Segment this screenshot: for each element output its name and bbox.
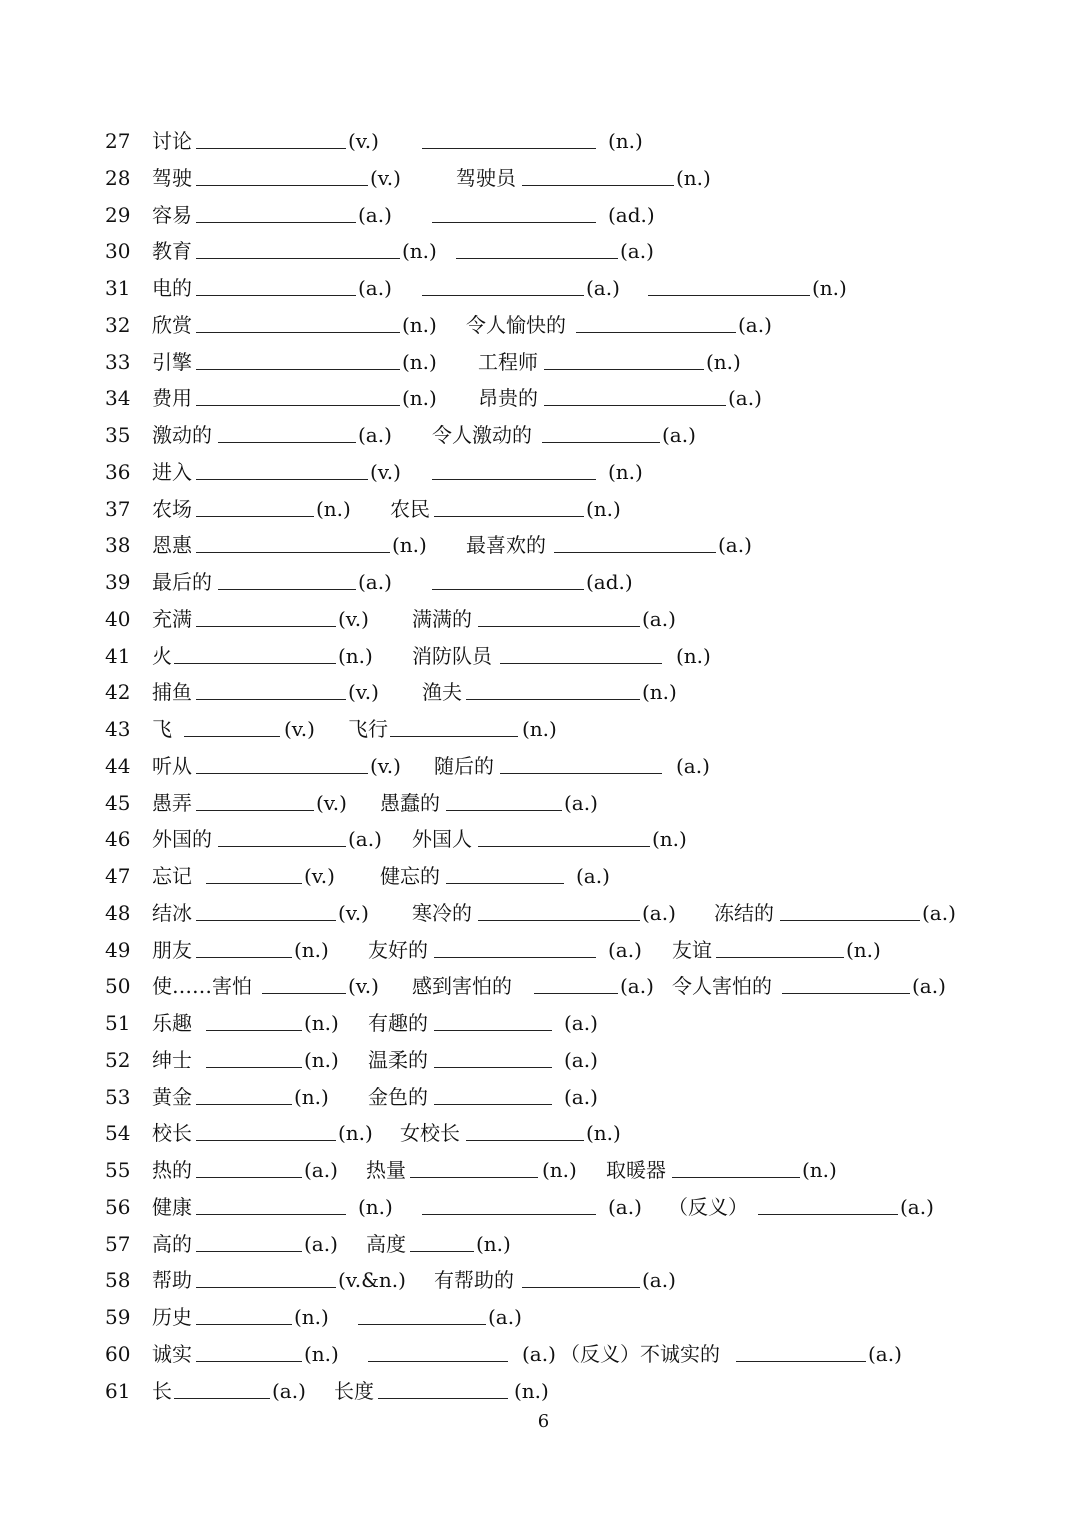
part-of-speech-label: (n.) (802, 1158, 837, 1182)
part-of-speech-label: (a.) (348, 827, 382, 852)
exercise-row (0, 530, 1087, 560)
answer-blank[interactable] (422, 273, 584, 296)
exercise-row (0, 1229, 1087, 1259)
item-number: 42 (105, 680, 131, 705)
word-prompt: 高度 (366, 1231, 406, 1256)
item-number: 31 (105, 276, 131, 300)
answer-blank[interactable] (542, 420, 660, 443)
part-of-speech-label: (a.) (358, 570, 392, 594)
answer-blank[interactable] (432, 200, 596, 223)
exercise-row (0, 1192, 1087, 1222)
item-number: 34 (105, 386, 131, 411)
exercise-row (0, 861, 1087, 891)
word-prompt: 热量 (366, 1158, 406, 1182)
exercise-row (0, 714, 1087, 744)
answer-blank[interactable] (196, 1302, 292, 1325)
answer-blank[interactable] (434, 935, 596, 958)
part-of-speech-label: (n.) (676, 165, 711, 190)
answer-blank[interactable] (196, 530, 390, 553)
part-of-speech-label: (v.) (348, 974, 379, 999)
part-of-speech-label: (a.) (586, 276, 620, 300)
item-number: 53 (105, 1084, 131, 1109)
item-number: 27 (105, 129, 131, 153)
word-prompt: 容易 (152, 202, 192, 227)
word-prompt: 驾驶员 (456, 165, 516, 190)
part-of-speech-label: (a.) (304, 1231, 338, 1256)
part-of-speech-label: (a.) (922, 900, 956, 925)
part-of-speech-label: (v.) (304, 864, 335, 888)
exercise-row (0, 494, 1087, 524)
answer-blank[interactable] (544, 347, 704, 370)
part-of-speech-label: (v.) (348, 680, 379, 705)
item-number: 45 (105, 790, 131, 815)
page-number: 6 (537, 1411, 550, 1432)
part-of-speech-label: (ad.) (608, 202, 655, 227)
part-of-speech-label: (a.) (522, 1341, 556, 1366)
word-prompt: 取暖器 (606, 1158, 666, 1182)
word-prompt: 愚蠢的 (380, 790, 440, 815)
part-of-speech-label: (v.) (370, 459, 401, 484)
answer-blank[interactable] (466, 1118, 584, 1141)
answer-blank[interactable] (196, 236, 400, 259)
word-prompt: 进入 (152, 459, 192, 484)
item-number: 38 (105, 533, 131, 558)
answer-blank[interactable] (196, 898, 336, 921)
word-prompt: 诚实 (152, 1341, 192, 1366)
part-of-speech-label: (v.) (338, 606, 369, 631)
exercise-row (0, 1082, 1087, 1112)
word-prompt: 满满的 (412, 606, 472, 631)
exercise-row (0, 347, 1087, 377)
word-prompt: 驾驶 (152, 165, 192, 190)
exercise-row (0, 1376, 1087, 1406)
part-of-speech-label: (n.) (338, 643, 373, 668)
word-prompt: 历史 (152, 1305, 192, 1329)
word-prompt: 捕鱼 (152, 680, 192, 705)
answer-blank[interactable] (218, 420, 356, 443)
exercise-row (0, 971, 1087, 1001)
answer-blank[interactable] (196, 310, 400, 333)
part-of-speech-label: (a.) (662, 423, 696, 447)
word-prompt: 黄金 (152, 1084, 192, 1109)
item-number: 41 (105, 643, 131, 668)
answer-blank[interactable] (478, 898, 640, 921)
word-prompt: 最后的 (152, 570, 212, 594)
word-prompt: 友好的 (368, 937, 428, 962)
part-of-speech-label: (n.) (402, 349, 437, 374)
answer-blank[interactable] (174, 641, 336, 664)
word-prompt: 长 (152, 1378, 172, 1403)
answer-blank[interactable] (196, 457, 368, 480)
item-number: 57 (105, 1231, 131, 1256)
part-of-speech-label: (n.) (608, 459, 643, 484)
word-prompt: 令人愉快的 (466, 312, 566, 337)
answer-blank[interactable] (196, 604, 336, 627)
part-of-speech-label: (a.) (738, 312, 772, 337)
answer-blank[interactable] (522, 163, 674, 186)
part-of-speech-label: (a.) (564, 1084, 598, 1109)
item-number: 28 (105, 165, 131, 190)
item-number: 29 (105, 202, 131, 227)
part-of-speech-label: (n.) (304, 1011, 339, 1035)
word-prompt: 火 (152, 643, 172, 668)
part-of-speech-label: (a.) (608, 1194, 642, 1219)
word-prompt: 结冰 (152, 900, 192, 925)
answer-blank[interactable] (422, 126, 596, 149)
item-number: 44 (105, 753, 131, 778)
part-of-speech-label: (n.) (392, 533, 427, 558)
exercise-row (0, 273, 1087, 303)
word-prompt: 令人害怕的 (672, 974, 772, 999)
word-prompt: 有帮助的 (434, 1268, 514, 1293)
part-of-speech-label: (n.) (642, 680, 677, 705)
part-of-speech-label: (n.) (294, 1305, 329, 1329)
item-number: 46 (105, 827, 131, 852)
part-of-speech-label: (a.) (642, 1268, 676, 1293)
part-of-speech-label: (v.) (370, 753, 401, 778)
word-prompt: 农民 (390, 496, 430, 521)
answer-blank[interactable] (736, 1339, 866, 1362)
item-number: 50 (105, 974, 131, 999)
word-prompt: 热的 (152, 1158, 192, 1182)
answer-blank[interactable] (206, 861, 302, 884)
part-of-speech-label: (a.) (642, 606, 676, 631)
word-prompt: 引擎 (152, 349, 192, 374)
answer-blank[interactable] (434, 1045, 552, 1068)
word-prompt: 电的 (152, 276, 192, 300)
word-prompt: 温柔的 (368, 1047, 428, 1072)
item-number: 37 (105, 496, 131, 521)
exercise-row (0, 420, 1087, 450)
item-number: 60 (105, 1341, 131, 1366)
part-of-speech-label: (n.) (846, 937, 881, 962)
word-prompt: 外国的 (152, 827, 212, 852)
word-prompt: 充满 (152, 606, 192, 631)
exercise-row (0, 200, 1087, 230)
answer-blank[interactable] (196, 788, 314, 811)
part-of-speech-label: (n.) (586, 1121, 621, 1146)
answer-blank[interactable] (390, 714, 518, 737)
part-of-speech-label: (n.) (476, 1231, 511, 1256)
part-of-speech-label: (a.) (304, 1158, 338, 1182)
part-of-speech-label: (a.) (488, 1305, 522, 1329)
answer-blank[interactable] (196, 494, 314, 517)
item-number: 32 (105, 312, 131, 337)
item-number: 47 (105, 864, 131, 888)
word-prompt: 费用 (152, 386, 192, 411)
part-of-speech-label: (a.) (728, 386, 762, 411)
item-number: 54 (105, 1121, 131, 1146)
answer-blank[interactable] (196, 1155, 302, 1178)
exercise-row (0, 1339, 1087, 1369)
part-of-speech-label: (n.) (316, 496, 351, 521)
item-number: 61 (105, 1378, 131, 1403)
part-of-speech-label: (n.) (402, 312, 437, 337)
exercise-row (0, 788, 1087, 818)
word-prompt: 长度 (334, 1378, 374, 1403)
word-prompt: 讨论 (152, 129, 192, 153)
answer-blank[interactable] (434, 1008, 552, 1031)
word-prompt: 朋友 (152, 937, 192, 962)
word-prompt: 令人激动的 (432, 423, 532, 447)
answer-blank[interactable] (196, 935, 292, 958)
item-number: 39 (105, 570, 131, 594)
exercise-row (0, 163, 1087, 193)
part-of-speech-label: (n.) (304, 1047, 339, 1072)
exercise-row (0, 1265, 1087, 1295)
answer-blank[interactable] (196, 1118, 336, 1141)
word-prompt: 乐趣 (152, 1011, 192, 1035)
answer-blank[interactable] (196, 1339, 302, 1362)
part-of-speech-label: (v.) (316, 790, 347, 815)
part-of-speech-label: (a.) (900, 1194, 934, 1219)
answer-blank[interactable] (544, 383, 726, 406)
exercise-row (0, 641, 1087, 671)
exercise-row (0, 1118, 1087, 1148)
part-of-speech-label: (n.) (608, 129, 643, 153)
item-number: 59 (105, 1305, 131, 1329)
word-prompt: 帮助 (152, 1268, 192, 1293)
exercise-row (0, 126, 1087, 156)
answer-blank[interactable] (196, 383, 400, 406)
exercise-row (0, 236, 1087, 266)
exercise-row (0, 898, 1087, 928)
exercise-row (0, 824, 1087, 854)
answer-blank[interactable] (206, 1008, 302, 1031)
item-number: 48 (105, 900, 131, 925)
part-of-speech-label: (n.) (542, 1158, 577, 1182)
answer-blank[interactable] (522, 1265, 640, 1288)
word-prompt: 听从 (152, 753, 192, 778)
answer-blank[interactable] (500, 751, 662, 774)
answer-blank[interactable] (368, 1339, 508, 1362)
exercise-row (0, 457, 1087, 487)
part-of-speech-label: (a.) (358, 276, 392, 300)
answer-blank[interactable] (410, 1155, 538, 1178)
item-number: 33 (105, 349, 131, 374)
answer-blank[interactable] (196, 347, 400, 370)
part-of-speech-label: (n.) (514, 1378, 549, 1403)
part-of-speech-label: (a.) (718, 533, 752, 558)
word-prompt: （反义）不诚实的 (560, 1341, 720, 1366)
part-of-speech-label: (a.) (620, 974, 654, 999)
answer-blank[interactable] (478, 824, 650, 847)
word-prompt: （反义） (668, 1194, 748, 1219)
answer-blank[interactable] (466, 677, 640, 700)
part-of-speech-label: (n.) (294, 1084, 329, 1109)
part-of-speech-label: (a.) (576, 864, 610, 888)
answer-blank[interactable] (478, 604, 640, 627)
answer-blank[interactable] (196, 200, 356, 223)
word-prompt: 消防队员 (412, 643, 492, 668)
word-prompt: 友谊 (672, 937, 712, 962)
word-prompt: 寒冷的 (412, 900, 472, 925)
answer-blank[interactable] (434, 494, 584, 517)
part-of-speech-label: (v.) (284, 717, 315, 741)
word-prompt: 校长 (152, 1121, 192, 1146)
answer-blank[interactable] (500, 641, 662, 664)
word-prompt: 使……害怕 (152, 974, 252, 999)
item-number: 43 (105, 717, 131, 741)
word-prompt: 激动的 (152, 423, 212, 447)
part-of-speech-label: (n.) (652, 827, 687, 852)
item-number: 36 (105, 459, 131, 484)
word-prompt: 工程师 (478, 349, 538, 374)
item-number: 49 (105, 937, 131, 962)
exercise-row (0, 1045, 1087, 1075)
answer-blank[interactable] (648, 273, 810, 296)
answer-blank[interactable] (196, 1229, 302, 1252)
answer-blank[interactable] (782, 971, 910, 994)
answer-blank[interactable] (196, 126, 346, 149)
answer-blank[interactable] (184, 714, 280, 737)
word-prompt: 金色的 (368, 1084, 428, 1109)
part-of-speech-label: (a.) (608, 937, 642, 962)
item-number: 58 (105, 1268, 131, 1293)
part-of-speech-label: (a.) (358, 423, 392, 447)
exercise-row (0, 1008, 1087, 1038)
answer-blank[interactable] (422, 1192, 596, 1215)
part-of-speech-label: (v.) (348, 129, 379, 153)
answer-blank[interactable] (716, 935, 844, 958)
answer-blank[interactable] (218, 824, 346, 847)
item-number: 51 (105, 1011, 131, 1035)
answer-blank[interactable] (410, 1229, 474, 1252)
part-of-speech-label: (a.) (358, 202, 392, 227)
part-of-speech-label: (n.) (402, 386, 437, 411)
word-prompt: 健康 (152, 1194, 192, 1219)
part-of-speech-label: (n.) (522, 717, 557, 741)
exercise-row (0, 751, 1087, 781)
answer-blank[interactable] (456, 236, 618, 259)
word-prompt: 欣赏 (152, 312, 192, 337)
part-of-speech-label: (a.) (868, 1341, 902, 1366)
answer-blank[interactable] (196, 273, 356, 296)
answer-blank[interactable] (780, 898, 920, 921)
word-prompt: 恩惠 (152, 533, 192, 558)
part-of-speech-label: (a.) (912, 974, 946, 999)
answer-blank[interactable] (446, 861, 564, 884)
word-prompt: 女校长 (400, 1121, 460, 1146)
exercise-row (0, 935, 1087, 965)
word-prompt: 飞 (152, 717, 172, 741)
word-prompt: 随后的 (434, 753, 494, 778)
answer-blank[interactable] (432, 457, 596, 480)
item-number: 30 (105, 239, 131, 264)
word-prompt: 外国人 (412, 827, 472, 852)
word-prompt: 有趣的 (368, 1011, 428, 1035)
part-of-speech-label: (n.) (358, 1194, 393, 1219)
answer-blank[interactable] (576, 310, 736, 333)
answer-blank[interactable] (196, 751, 368, 774)
part-of-speech-label: (n.) (402, 239, 437, 264)
part-of-speech-label: (a.) (564, 790, 598, 815)
answer-blank[interactable] (434, 1082, 552, 1105)
answer-blank[interactable] (196, 1082, 292, 1105)
exercise-row (0, 677, 1087, 707)
answer-blank[interactable] (262, 971, 346, 994)
part-of-speech-label: (n.) (304, 1341, 339, 1366)
part-of-speech-label: (v.&n.) (338, 1268, 406, 1293)
part-of-speech-label: (n.) (676, 643, 711, 668)
answer-blank[interactable] (218, 567, 356, 590)
answer-blank[interactable] (758, 1192, 898, 1215)
item-number: 56 (105, 1194, 131, 1219)
word-prompt: 愚弄 (152, 790, 192, 815)
word-prompt: 健忘的 (380, 864, 440, 888)
answer-blank[interactable] (206, 1045, 302, 1068)
word-prompt: 高的 (152, 1231, 192, 1256)
part-of-speech-label: (v.) (370, 165, 401, 190)
item-number: 40 (105, 606, 131, 631)
exercise-row (0, 310, 1087, 340)
item-number: 35 (105, 423, 131, 447)
answer-blank[interactable] (358, 1302, 486, 1325)
part-of-speech-label: (v.) (338, 900, 369, 925)
word-prompt: 绅士 (152, 1047, 192, 1072)
answer-blank[interactable] (196, 677, 346, 700)
word-prompt: 教育 (152, 239, 192, 264)
part-of-speech-label: (a.) (564, 1011, 598, 1035)
item-number: 52 (105, 1047, 131, 1072)
exercise-row (0, 383, 1087, 413)
answer-blank[interactable] (446, 788, 562, 811)
part-of-speech-label: (n.) (706, 349, 741, 374)
answer-blank[interactable] (554, 530, 716, 553)
word-prompt: 最喜欢的 (466, 533, 546, 558)
answer-blank[interactable] (174, 1376, 270, 1399)
answer-blank[interactable] (196, 1265, 336, 1288)
exercise-row (0, 1302, 1087, 1332)
exercise-row (0, 604, 1087, 634)
answer-blank[interactable] (672, 1155, 800, 1178)
word-prompt: 忘记 (152, 864, 192, 888)
exercise-row (0, 567, 1087, 597)
part-of-speech-label: (n.) (812, 276, 847, 300)
answer-blank[interactable] (378, 1376, 508, 1399)
part-of-speech-label: (ad.) (586, 570, 633, 594)
word-prompt: 飞行 (348, 717, 388, 741)
word-prompt: 昂贵的 (478, 386, 538, 411)
answer-blank[interactable] (196, 1192, 346, 1215)
part-of-speech-label: (n.) (338, 1121, 373, 1146)
part-of-speech-label: (a.) (272, 1378, 306, 1403)
item-number: 55 (105, 1158, 131, 1182)
part-of-speech-label: (a.) (620, 239, 654, 264)
answer-blank[interactable] (534, 971, 618, 994)
word-prompt: 感到害怕的 (412, 974, 512, 999)
exercise-row (0, 1155, 1087, 1185)
answer-blank[interactable] (432, 567, 584, 590)
part-of-speech-label: (n.) (294, 937, 329, 962)
part-of-speech-label: (a.) (642, 900, 676, 925)
part-of-speech-label: (n.) (586, 496, 621, 521)
answer-blank[interactable] (196, 163, 368, 186)
part-of-speech-label: (a.) (564, 1047, 598, 1072)
part-of-speech-label: (a.) (676, 753, 710, 778)
word-prompt: 渔夫 (422, 680, 462, 705)
word-prompt: 农场 (152, 496, 192, 521)
word-prompt: 冻结的 (714, 900, 774, 925)
